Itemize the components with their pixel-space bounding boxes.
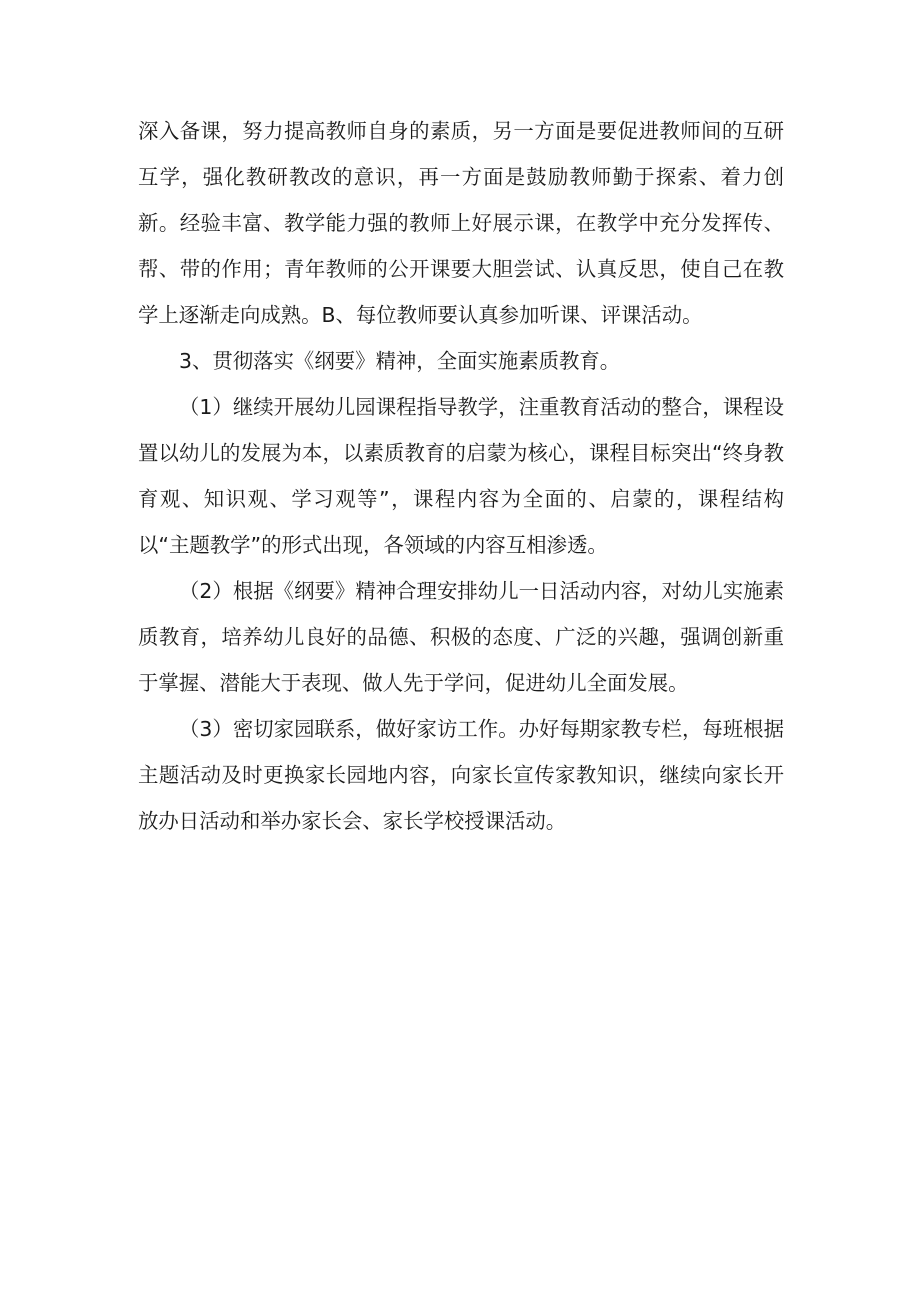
paragraph-section-3-heading: 3、贯彻落实《纲要》精神，全面实施素质教育。 xyxy=(179,349,621,373)
paragraph-item-3-home-school-contact: （3）密切家园联系，做好家访工作。办好每期家教专栏，每班根据主题活动及时更换家长园地内容，向家长宣传家教知识，继续向家长开放办日活动和举办家长会、家长学校授课活动。 xyxy=(138,717,784,833)
paragraph-teaching-research-continued: 深入备课，努力提高教师自身的素质，另一方面是要促进教师间的互研互学，强化教研教改的意识，再一方面是鼓励教师勤于探索、着力创新。经验丰富、教学能力强的教师上好展示课，在教学中充分发挥传、帮、带的作用；青年教师的公开课要大胆尝试、认真反思，使自己在教学上逐渐走向成熟。B、每位教师要认真参加听课、评课活动。 xyxy=(138,119,784,327)
paragraph-item-2-daily-activities: （2）根据《纲要》精神合理安排幼儿一日活动内容，对幼儿实施素质教育，培养幼儿良好的品德、积极的态度、广泛的兴趣，强调创新重于掌握、潜能大于表现、做人先于学问，促进幼儿全面发展。 xyxy=(138,579,784,695)
document-body xyxy=(138,108,784,844)
paragraph-item-1-curriculum: （1）继续开展幼儿园课程指导教学，注重教育活动的整合，课程设置以幼儿的发展为本，以素质教育的启蒙为核心，课程目标突出“终身教育观、知识观、学习观等”，课程内容为全面的、启蒙的，课程结构以“主题教学”的形式出现，各领域的内容互相渗透。 xyxy=(138,395,784,557)
